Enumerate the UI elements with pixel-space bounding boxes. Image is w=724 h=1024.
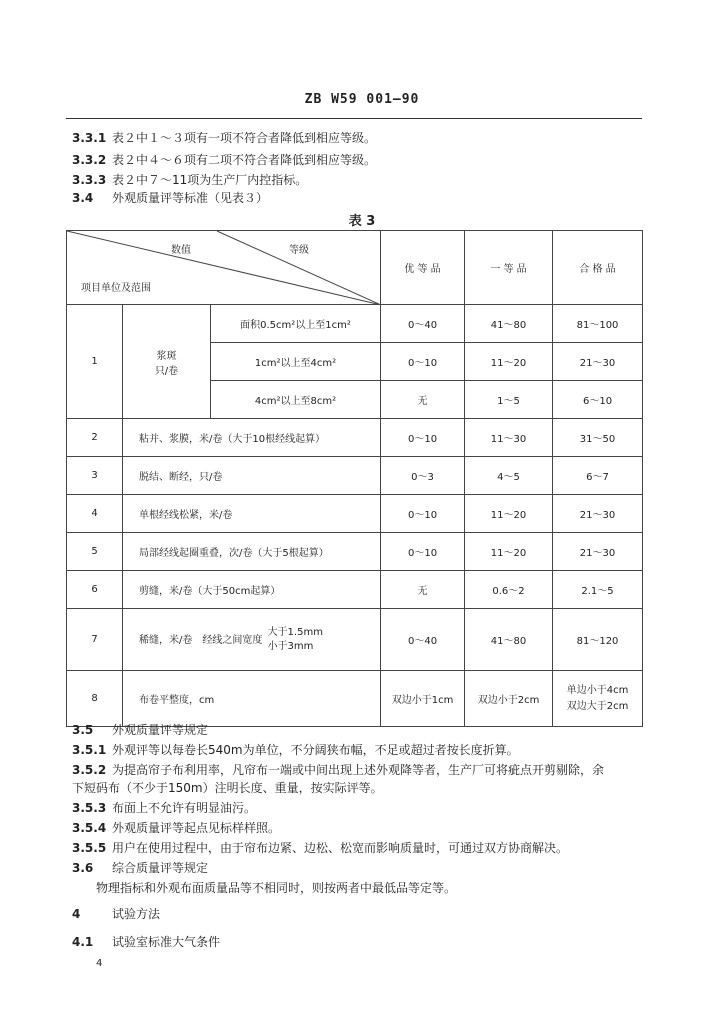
clause-3-4: 3.4 外观质量评等标准（见表３） [72, 191, 269, 205]
value-cell: 21～30 [553, 495, 643, 533]
table-row [67, 419, 643, 457]
value-cell: 21～30 [553, 343, 643, 381]
table-row [67, 671, 643, 727]
clause-3-5-3: 3.5.3 布面上不允许有明显油污。 [72, 801, 257, 815]
sub-range: 1cm²以上至4cm² [211, 343, 381, 381]
value-cell: 41～80 [465, 609, 553, 671]
value-cell: 11～30 [465, 419, 553, 457]
clause-3-5-4: 3.5.4 外观质量评等起点见标样样照。 [72, 821, 281, 835]
value-cell: 单边小于4cm 双边大于2cm [553, 671, 643, 727]
value-cell: 0～3 [381, 457, 465, 495]
value-cell: 41～80 [465, 305, 553, 343]
value-cell: 双边小于2cm [465, 671, 553, 727]
value-cell: 81～120 [553, 609, 643, 671]
value-cell: 双边小于1cm [381, 671, 465, 727]
value-cell: 0～10 [381, 419, 465, 457]
value-cell: 0～10 [381, 495, 465, 533]
section-4-1-heading: 4.1 试验室标准大气条件 [72, 935, 221, 949]
section-4-heading: 4 试验方法 [72, 907, 161, 921]
header-rule [66, 118, 642, 119]
value-cell: 21～30 [553, 533, 643, 571]
clause-3-3-3: 3.3.3 表２中７～11项为生产厂内控指标。 [72, 173, 308, 187]
row7-width-range [268, 626, 323, 654]
value-cell: 6～7 [553, 457, 643, 495]
clause-3-5-2-cont: 下短码布（不少于150m）注明长度、重量，按实际评等。 [72, 781, 383, 795]
table-header-row [67, 231, 643, 305]
row7-upper: 大于1.5mm [267, 626, 323, 638]
value-cell: 无 [381, 381, 465, 419]
table-row [67, 305, 643, 343]
table-row [67, 495, 643, 533]
clause-3-5-2: 3.5.2 为提高帘子布利用率，凡帘布一端或中间出现上述外观降等者，生产厂可将疵点开剪剔除，余 [72, 763, 605, 777]
value-cell: 6～10 [553, 381, 643, 419]
value-cell: 无 [381, 571, 465, 609]
row-item-name: 浆斑 只/卷 [123, 305, 211, 419]
clause-3-5-5: 3.5.5 用户在使用过程中，由于帘布边紧、边松、松宽而影响质量时，可通过双方协商解决。 [72, 841, 569, 855]
table-caption: 表 3 [348, 214, 376, 229]
row-desc: 脱结、断经，只/卷 [123, 457, 381, 495]
row-desc: 布卷平整度，cm [123, 671, 381, 727]
clause-3-6-body: 物理指标和外观布面质量品等不相同时，则按两者中最低品等定等。 [96, 881, 457, 895]
table-row [67, 457, 643, 495]
value-cell: 1～5 [465, 381, 553, 419]
table-row [67, 609, 643, 671]
table-row [67, 571, 643, 609]
value-cell: 0.6～2 [465, 571, 553, 609]
row-index: 2 [67, 419, 123, 457]
value-cell: 11～20 [465, 533, 553, 571]
row-desc: 单根经线松紧，米/卷 [123, 495, 381, 533]
sub-range: 4cm²以上至8cm² [211, 381, 381, 419]
header-grade-label: 等级 [289, 245, 309, 256]
value-cell: 0～10 [381, 533, 465, 571]
row-index: 8 [67, 671, 123, 727]
value-cell: 81～100 [553, 305, 643, 343]
value-cell: 2.1～5 [553, 571, 643, 609]
row-desc: 粘并、浆膜，米/卷（大于10根经线起算） [123, 419, 381, 457]
diagonal-header-cell [67, 231, 381, 305]
sub-range: 面积0.5cm²以上至1cm² [211, 305, 381, 343]
header-item-label: 项目单位及范围 [81, 283, 151, 294]
value-cell: 0～40 [381, 305, 465, 343]
table-3 [66, 230, 643, 727]
row-index: 4 [67, 495, 123, 533]
row-index: 6 [67, 571, 123, 609]
standard-number: ZB W59 001—90 [304, 92, 420, 107]
row7-desc-left: 稀缝，米/卷 经线之间宽度 [139, 634, 263, 646]
clause-3-5: 3.5 外观质量评等规定 [72, 723, 209, 737]
grade-premium: 优 等 品 [381, 231, 465, 305]
row7-lower: 小于3mm [267, 640, 314, 652]
row-index: 1 [67, 305, 123, 419]
grade-qualified: 合 格 品 [553, 231, 643, 305]
row-desc: 局部经线起圈重叠，次/卷（大于5根起算） [123, 533, 381, 571]
value-cell: 4～5 [465, 457, 553, 495]
page-number: 4 [96, 958, 103, 969]
value-cell: 31～50 [553, 419, 643, 457]
row-desc [123, 609, 381, 671]
clause-3-5-1: 3.5.1 外观评等以每卷长540m为单位，不分阔狭布幅，不足或超过者按长度折算。 [72, 743, 519, 757]
clause-3-6: 3.6 综合质量评等规定 [72, 861, 209, 875]
table-row [67, 533, 643, 571]
clause-3-3-1: 3.3.1 表２中１～３项有一项不符合者降低到相应等级。 [72, 131, 377, 145]
value-cell: 11～20 [465, 495, 553, 533]
grade-first: 一 等 品 [465, 231, 553, 305]
row-index: 5 [67, 533, 123, 571]
value-cell: 0～10 [381, 343, 465, 381]
clause-3-3-2: 3.3.2 表２中４～６项有二项不符合者降低到相应等级。 [72, 153, 377, 167]
row-index: 7 [67, 609, 123, 671]
value-cell: 11～20 [465, 343, 553, 381]
row-index: 3 [67, 457, 123, 495]
value-cell: 0～40 [381, 609, 465, 671]
header-values-label: 数值 [171, 245, 191, 256]
row-desc: 剪缝，米/卷（大于50cm起算） [123, 571, 381, 609]
